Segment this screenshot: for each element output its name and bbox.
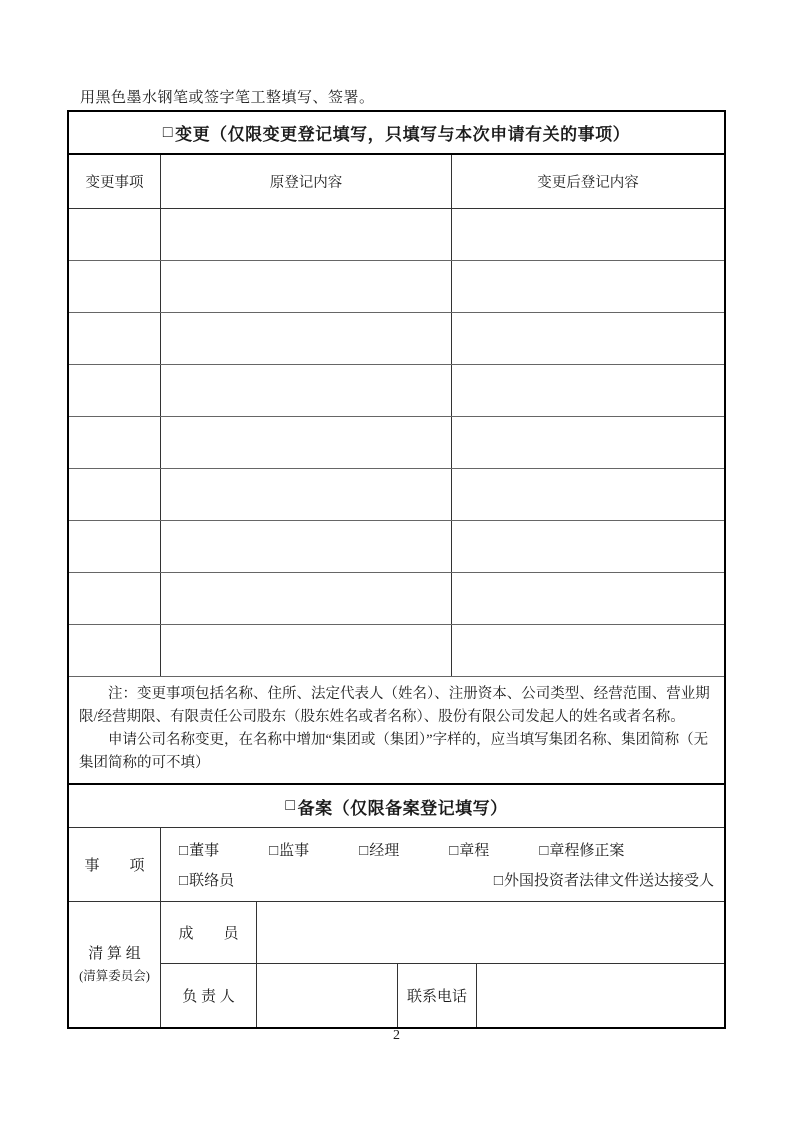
liquidation-label-line-1: 清 算 组 [88,945,141,962]
member-value-field[interactable] [257,902,724,963]
checkbox-item-director[interactable] [179,839,219,860]
page-number: 2 [393,1028,400,1043]
checkbox-icon: □ [449,843,459,859]
checkbox-item-articles-amendment[interactable] [539,839,624,860]
head-label: 负 责 人 [161,964,257,1027]
after-change-content-cell[interactable] [452,261,724,312]
liquidation-label-line-2: (清算委员会) [79,968,150,983]
liquidation-member-row [161,902,724,964]
registration-form [67,110,726,1029]
checkbox-label: 董事 [189,843,220,859]
change-table-row [69,209,724,261]
after-change-content-cell[interactable] [452,417,724,468]
checkbox-icon: □ [179,873,189,889]
change-table-row [69,365,724,417]
after-change-content-cell[interactable] [452,521,724,572]
change-table-row [69,573,724,625]
filing-checkbox-icon[interactable]: □ [285,797,296,814]
phone-value-field[interactable] [477,964,724,1027]
filing-section-title: 备案（仅限备案登记填写） [297,798,508,818]
filing-items-row [69,828,724,902]
checkbox-icon: □ [269,843,279,859]
checkbox-label: 经理 [369,843,400,859]
checkbox-item-articles[interactable] [449,839,489,860]
original-content-cell[interactable] [161,417,452,468]
change-item-cell[interactable] [69,365,161,416]
change-note [69,677,724,785]
after-change-content-cell[interactable] [452,365,724,416]
change-item-cell[interactable] [69,261,161,312]
checkbox-item-liaison[interactable] [179,869,234,890]
checkbox-item-supervisor[interactable] [269,839,309,860]
checkbox-label: 外国投资者法律文件送达接受人 [503,873,714,889]
change-item-cell[interactable] [69,521,161,572]
change-item-cell[interactable] [69,469,161,520]
change-table-body [69,209,724,677]
change-table-column-headers [69,155,724,209]
original-content-cell[interactable] [161,313,452,364]
original-content-cell[interactable] [161,521,452,572]
after-change-content-cell[interactable] [452,209,724,260]
change-table-row [69,521,724,573]
after-change-content-cell[interactable] [452,313,724,364]
filing-checkbox-line-1 [161,835,724,865]
checkbox-item-manager[interactable] [359,839,399,860]
change-table-row [69,417,724,469]
change-note-paragraph-1: 注：变更事项包括名称、住所、法定代表人（姓名）、注册资本、公司类型、经营范围、营业期限/经营期限、有限责任公司股东（股东姓名或者名称）、股份有限公司发起人的姓名或者名称。 [79,686,710,725]
checkbox-icon: □ [493,873,503,889]
after-change-content-cell[interactable] [452,573,724,624]
checkbox-label: 监事 [279,843,310,859]
filing-checkbox-line-2 [161,865,724,895]
change-checkbox-icon[interactable]: □ [162,123,174,141]
change-item-cell[interactable] [69,417,161,468]
liquidation-head-row [161,964,724,1027]
checkbox-label: 章程 [459,843,490,859]
checkbox-icon: □ [359,843,369,859]
change-note-paragraph-2: 申请公司名称变更，在名称中增加“集团或（集团）”字样的，应当填写集团名称、集团简称（无集团简称的可不填） [79,732,709,771]
change-table-row [69,261,724,313]
checkbox-icon: □ [179,843,189,859]
checkbox-label: 章程修正案 [549,843,625,859]
original-content-cell[interactable] [161,625,452,676]
change-table-row [69,625,724,677]
fill-instruction-text: 用黑色墨水钢笔或签字笔工整填写、签署。 [80,90,375,106]
after-change-content-cell[interactable] [452,625,724,676]
checkbox-icon: □ [539,843,549,859]
change-item-cell[interactable] [69,313,161,364]
liquidation-group-section [69,902,724,1027]
original-content-cell[interactable] [161,365,452,416]
liquidation-group-label [69,902,161,1027]
original-content-cell[interactable] [161,209,452,260]
checkbox-item-foreign-investor-legal-doc-recipient[interactable] [494,869,714,890]
change-item-cell[interactable] [69,625,161,676]
after-change-content-cell[interactable] [452,469,724,520]
filing-items-label: 事 项 [69,828,161,901]
change-table-row [69,469,724,521]
change-item-cell[interactable] [69,573,161,624]
change-section-header [69,112,724,155]
change-section-title: 变更（仅限变更登记填写，只填写与本次申请有关的事项） [175,125,631,144]
original-content-cell[interactable] [161,261,452,312]
head-value-field[interactable] [257,964,398,1027]
column-header-change-item: 变更事项 [69,155,161,208]
member-label: 成 员 [161,902,257,963]
checkbox-label: 联络员 [189,873,235,889]
change-item-cell[interactable] [69,209,161,260]
column-header-original-content: 原登记内容 [161,155,452,208]
column-header-after-change-content: 变更后登记内容 [537,175,639,191]
filing-items-checkboxes [161,828,724,901]
change-table-row [69,313,724,365]
original-content-cell[interactable] [161,469,452,520]
original-content-cell[interactable] [161,573,452,624]
filing-section-header [69,785,724,828]
phone-label: 联系电话 [398,964,477,1027]
